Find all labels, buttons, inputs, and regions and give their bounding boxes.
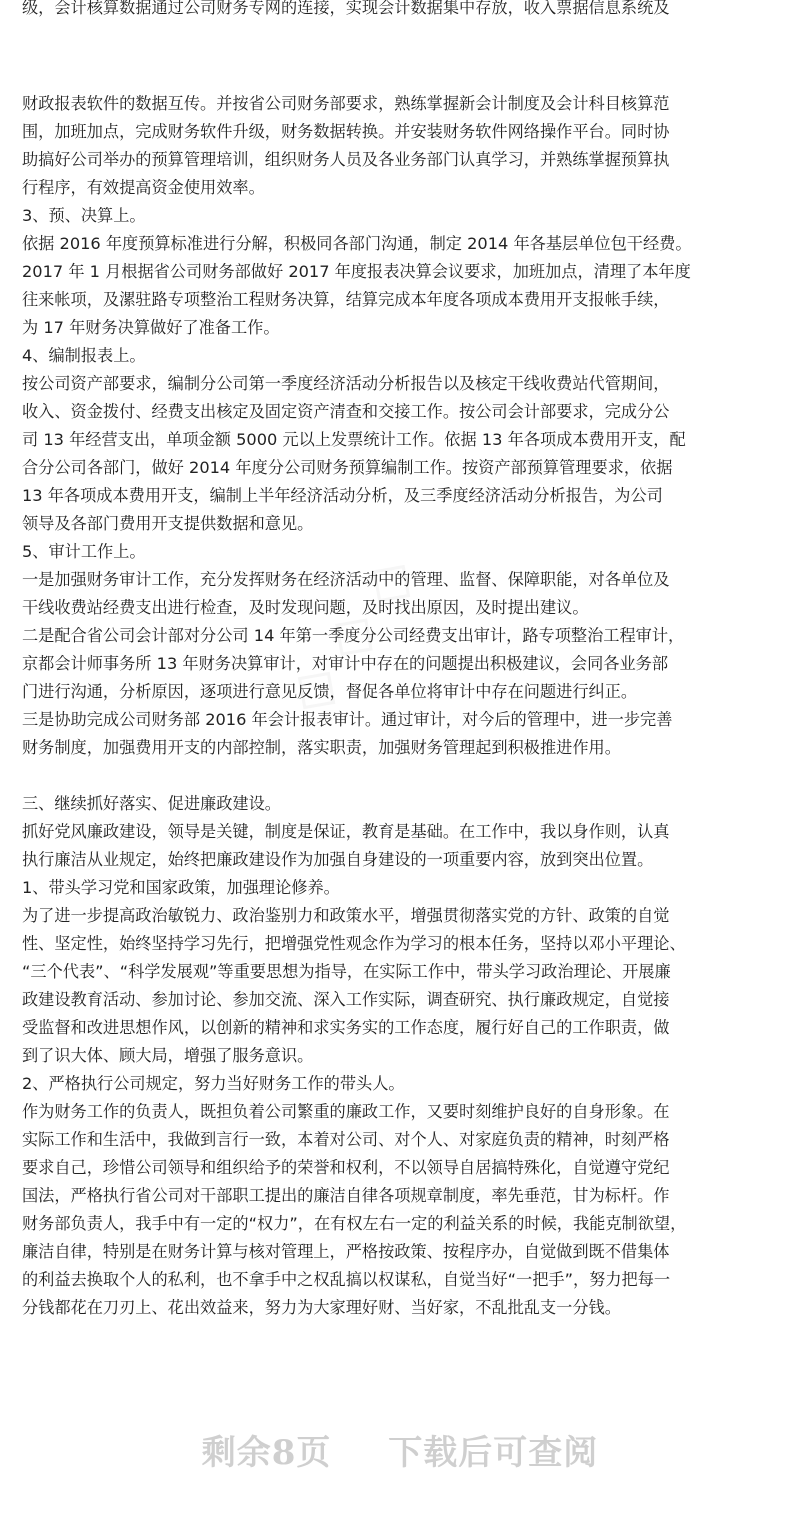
text-line: 国法，严格执行省公司对干部职工提出的廉洁自律各项规章制度，率先垂范，甘为标杆。作 (22, 1186, 670, 1205)
text-line: 助搞好公司举办的预算管理培训，组织财务人员及各业务部门认真学习，并熟练掌握预算执 (22, 150, 670, 169)
download-banner[interactable] (0, 1425, 800, 1475)
text-line: 作为财务工作的负责人，既担负着公司繁重的廉政工作，又要时刻维护良好的自身形象。在 (22, 1102, 670, 1121)
text-line: 受监督和改进思想作风，以创新的精神和求实务实的工作态度，履行好自己的工作职责，做 (22, 1018, 670, 1037)
download-prompt-label[interactable]: 下载后可查阅 (388, 1433, 599, 1473)
text-line: 司 13 年经营支出，单项金额 5000 元以上发票统计工作。依据 13 年各项成本费用开支，配 (22, 430, 686, 449)
section-heading: 3、预、决算上。 (22, 206, 146, 225)
text-line: 性、坚定性，始终坚持学习先行，把增强党性观念作为学习的根本任务，坚持以邓小平理论、 (22, 934, 686, 953)
section-heading: 1、带头学习党和国家政策，加强理论修养。 (22, 878, 340, 897)
text-line: 干线收费站经费支出进行检查，及时发现问题，及时找出原因，及时提出建议。 (22, 598, 589, 617)
text-line: 收入、资金拨付、经费支出核定及固定资产清查和交接工作。按公司会计部要求，完成分公 (22, 402, 670, 421)
text-line: 行程序，有效提高资金使用效率。 (22, 178, 265, 197)
text-line: 一是加强财务审计工作，充分发挥财务在经济活动中的管理、监督、保障职能，对各单位及 (22, 570, 670, 589)
text-line: 廉洁自律，特别是在财务计算与核对管理上，严格按政策、按程序办，自觉做到既不借集体 (22, 1242, 670, 1261)
text-line: 分钱都花在刀刃上、花出效益来，努力为大家理好财、当好家，不乱批乱支一分钱。 (22, 1298, 621, 1317)
text-line: 13 年各项成本费用开支，编制上半年经济活动分析，及三季度经济活动分析报告，为公司 (22, 486, 663, 505)
text-line: 合分公司各部门，做好 2014 年度分公司财务预算编制工作。按资产部预算管理要求，依据 (22, 458, 673, 477)
text-line: 围，加班加点，完成财务软件升级，财务数据转换。并安装财务软件网络操作平台。同时协 (22, 122, 670, 141)
section-heading: 三、继续抓好落实、促进廉政建设。 (22, 794, 281, 813)
text-line: 依据 2016 年度预算标准进行分解，积极同各部门沟通，制定 2014 年各基层单位包干经费。 (22, 234, 692, 253)
text-line: 二是配合省公司会计部对分公司 14 年第一季度分公司经费支出审计，路专项整治工程审计， (22, 626, 685, 645)
text-line: 执行廉洁从业规定，始终把廉政建设作为加强自身建设的一项重要内容，放到突出位置。 (22, 850, 654, 869)
text-line: 财务制度，加强费用开支的内部控制，落实职责，加强财务管理起到积极推进作用。 (22, 738, 621, 757)
remaining-pages-label: 剩余8页 (201, 1433, 332, 1473)
text-line: 到了识大体、顾大局，增强了服务意识。 (22, 1046, 314, 1065)
text-line: 财务部负责人，我手中有一定的“权力”，在有权左右一定的利益关系的时候，我能克制欲望， (22, 1214, 687, 1233)
text-line: 实际工作和生活中，我做到言行一致，本着对公司、对个人、对家庭负责的精神，时刻严格 (22, 1130, 670, 1149)
text-line: 领导及各部门费用开支提供数据和意见。 (22, 514, 314, 533)
text-line: 为了进一步提高政治敏锐力、政治鉴别力和政策水平，增强贯彻落实党的方针、政策的自觉 (22, 906, 670, 925)
section-heading: 4、编制报表上。 (22, 346, 146, 365)
text-line: “三个代表”、“科学发展观”等重要思想为指导，在实际工作中，带头学习政治理论、开展廉 (22, 962, 671, 981)
text-line: 按公司资产部要求，编制分公司第一季度经济活动分析报告以及核定干线收费站代管期间， (22, 374, 670, 393)
text-line: 京都会计师事务所 13 年财务决算审计，对审计中存在的问题提出积极建议，会同各业务部 (22, 654, 669, 673)
text-line: 门进行沟通，分析原因，逐项进行意见反馈，督促各单位将审计中存在问题进行纠正。 (22, 682, 638, 701)
text-line: 要求自己，珍惜公司领导和组织给予的荣誉和权利，不以领导自居搞特殊化，自觉遵守党纪 (22, 1158, 670, 1177)
section-heading: 5、审计工作上。 (22, 542, 146, 561)
text-line: 财政报表软件的数据互传。并按省公司财务部要求，熟练掌握新会计制度及会计科目核算范 (22, 94, 670, 113)
text-line: 的利益去换取个人的私利，也不拿手中之权乱搞以权谋私，自觉当好“一把手”，努力把每一 (22, 1270, 671, 1289)
text-line: 三是协助完成公司财务部 2016 年会计报表审计。通过审计，对今后的管理中，进一步完善 (22, 710, 673, 729)
text-line: 抓好党风廉政建设，领导是关键，制度是保证，教育是基础。在工作中，我以身作则，认真 (22, 822, 670, 841)
section-heading: 2、严格执行公司规定，努力当好财务工作的带头人。 (22, 1074, 405, 1093)
text-line: 为 17 年财务决算做好了准备工作。 (22, 318, 280, 337)
text-line: 2017 年 1 月根据省公司财务部做好 2017 年度报表决算会议要求，加班加点，清理了本年度 (22, 262, 691, 281)
text-line: 级，会计核算数据通过公司财务专网的连接，实现会计数据集中存放，收入票据信息系统及 (22, 0, 670, 17)
text-line: 政建设教育活动、参加讨论、参加交流、深入工作实际，调查研究、执行廉政规定，自觉接 (22, 990, 670, 1009)
text-line: 往来帐项，及漯驻路专项整治工程财务决算，结算完成本年度各项成本费用开支报帐手续， (22, 290, 670, 309)
